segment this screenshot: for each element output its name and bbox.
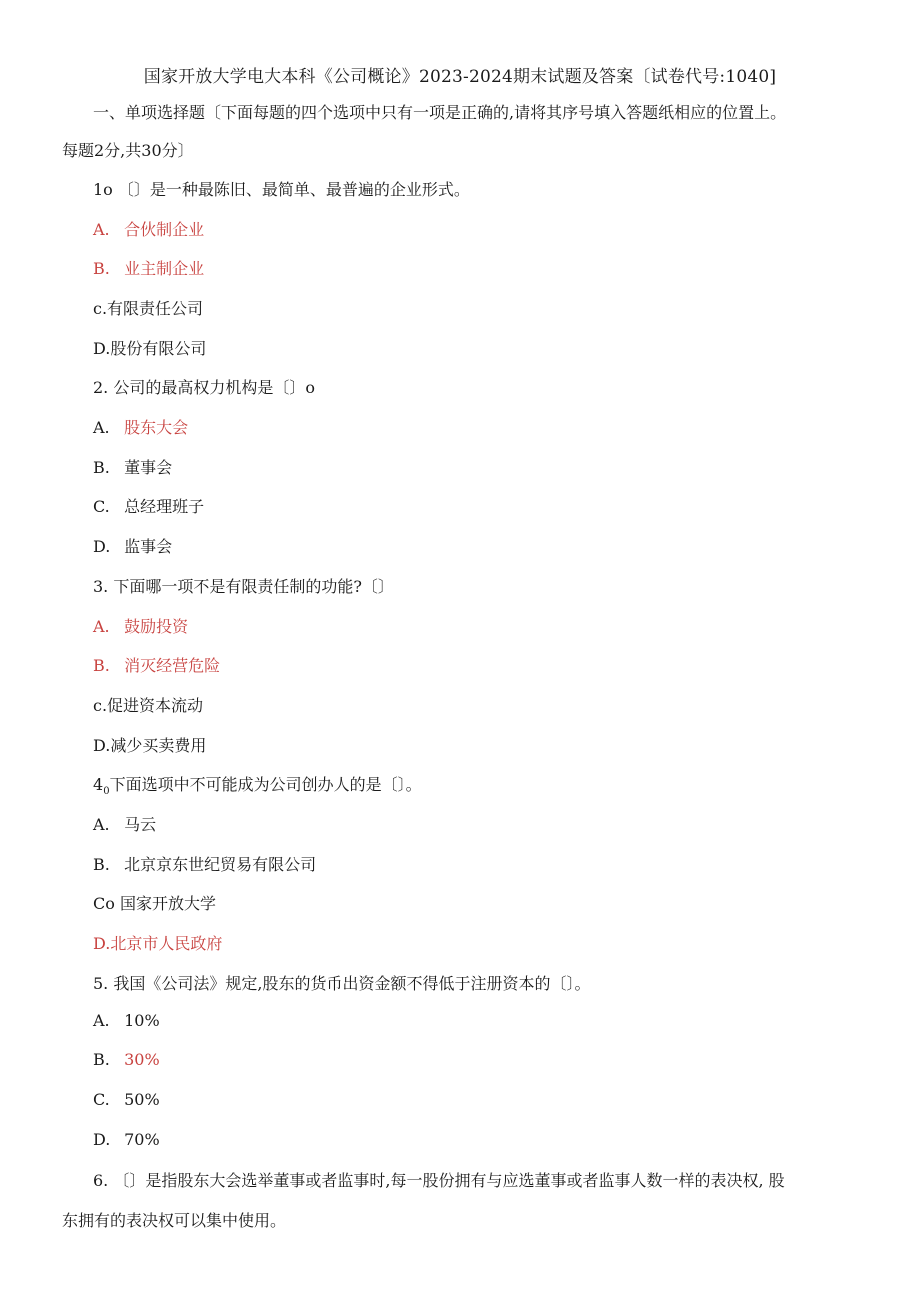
option-letter: c.	[93, 696, 108, 715]
q4-option-d	[93, 931, 222, 954]
option-letter: B.	[93, 458, 110, 477]
section-intro-line-2: 每题2分,共30分〕	[62, 141, 194, 160]
option-text: 北京京东世纪贸易有限公司	[124, 855, 317, 874]
option-letter: D.	[93, 339, 111, 358]
option-letter: A.	[93, 815, 110, 834]
option-letter: A.	[93, 617, 110, 636]
option-text: 合伙制企业	[124, 220, 205, 239]
option-text: 减少买卖费用	[110, 736, 207, 755]
document-title: 国家开放大学电大本科《公司概论》2023-2024期末试题及答案〔试卷代号:1040]	[143, 67, 777, 87]
q1-option-b	[93, 256, 204, 279]
option-text: 北京市人民政府	[110, 934, 223, 953]
q1-option-c	[93, 296, 203, 319]
question-number-subscript: 0	[103, 786, 110, 798]
option-letter: D.	[93, 1130, 111, 1149]
option-letter: B.	[93, 259, 110, 278]
question-number: 4	[93, 775, 104, 794]
q5-option-b	[93, 1050, 160, 1069]
option-text: 股份有限公司	[110, 339, 207, 358]
option-text: 鼓励投资	[124, 617, 189, 636]
option-letter: B.	[93, 656, 110, 675]
question-5: 5. 我国《公司法》规定,股东的货币出资金额不得低于注册资本的〔〕。	[93, 974, 591, 993]
option-text: 董事会	[124, 458, 173, 477]
q3-option-a	[93, 614, 188, 637]
q4-option-c	[93, 891, 216, 914]
option-text: 30%	[124, 1050, 160, 1069]
option-text: 消灭经营危险	[124, 656, 221, 675]
option-letter: A.	[93, 220, 110, 239]
question-6-line-1: 6. 〔〕是指股东大会选举董事或者监事时,每一股份拥有与应选董事或者监事人数一样的表决权, 股	[93, 1171, 785, 1190]
q2-option-a	[93, 415, 188, 438]
option-text: 马云	[124, 815, 157, 834]
option-text: 10%	[124, 1011, 160, 1030]
q2-option-b	[93, 455, 172, 478]
question-2: 2. 公司的最高权力机构是〔〕o	[93, 378, 315, 397]
option-letter: D.	[93, 736, 111, 755]
question-1: 1o 〔〕是一种最陈旧、最简单、最普遍的企业形式。	[93, 180, 470, 199]
option-letter: D.	[93, 934, 111, 953]
question-6-line-2: 东拥有的表决权可以集中使用。	[62, 1211, 287, 1230]
option-text: 有限责任公司	[107, 299, 204, 318]
option-text: 50%	[124, 1090, 160, 1109]
q3-option-c	[93, 693, 203, 716]
option-letter: c.	[93, 299, 108, 318]
q3-option-d	[93, 733, 206, 756]
q1-option-a	[93, 217, 204, 240]
option-letter: A.	[93, 1011, 110, 1030]
question-text: 下面选项中不可能成为公司创办人的是〔〕。	[109, 775, 422, 794]
option-letter: B.	[93, 855, 110, 874]
q2-option-d	[93, 534, 172, 557]
q4-option-a	[93, 812, 156, 835]
option-letter: A.	[93, 418, 110, 437]
option-letter: D.	[93, 537, 111, 556]
q5-option-d	[93, 1130, 160, 1149]
q3-option-b	[93, 653, 220, 676]
option-text: 监事会	[124, 537, 173, 556]
option-text: 股东大会	[124, 418, 189, 437]
q1-option-d	[93, 336, 206, 359]
question-3: 3. 下面哪一项不是有限责任制的功能?〔〕	[93, 577, 394, 596]
question-4	[93, 772, 422, 797]
q2-option-c	[93, 494, 204, 517]
option-text: 国家开放大学	[119, 894, 216, 913]
option-letter: B.	[93, 1050, 110, 1069]
option-letter: C.	[93, 497, 110, 516]
q5-option-c	[93, 1090, 160, 1109]
q4-option-b	[93, 852, 316, 875]
option-text: 业主制企业	[124, 259, 205, 278]
option-letter: C.	[93, 1090, 110, 1109]
option-text: 总经理班子	[124, 497, 205, 516]
option-text: 70%	[124, 1130, 160, 1149]
q5-option-a	[93, 1011, 160, 1030]
section-intro-line-1: 一、单项选择题〔下面每题的四个选项中只有一项是正确的,请将其序号填入答题纸相应的位置上。	[93, 103, 787, 122]
option-text: 促进资本流动	[107, 696, 204, 715]
option-letter: Co	[93, 894, 115, 913]
